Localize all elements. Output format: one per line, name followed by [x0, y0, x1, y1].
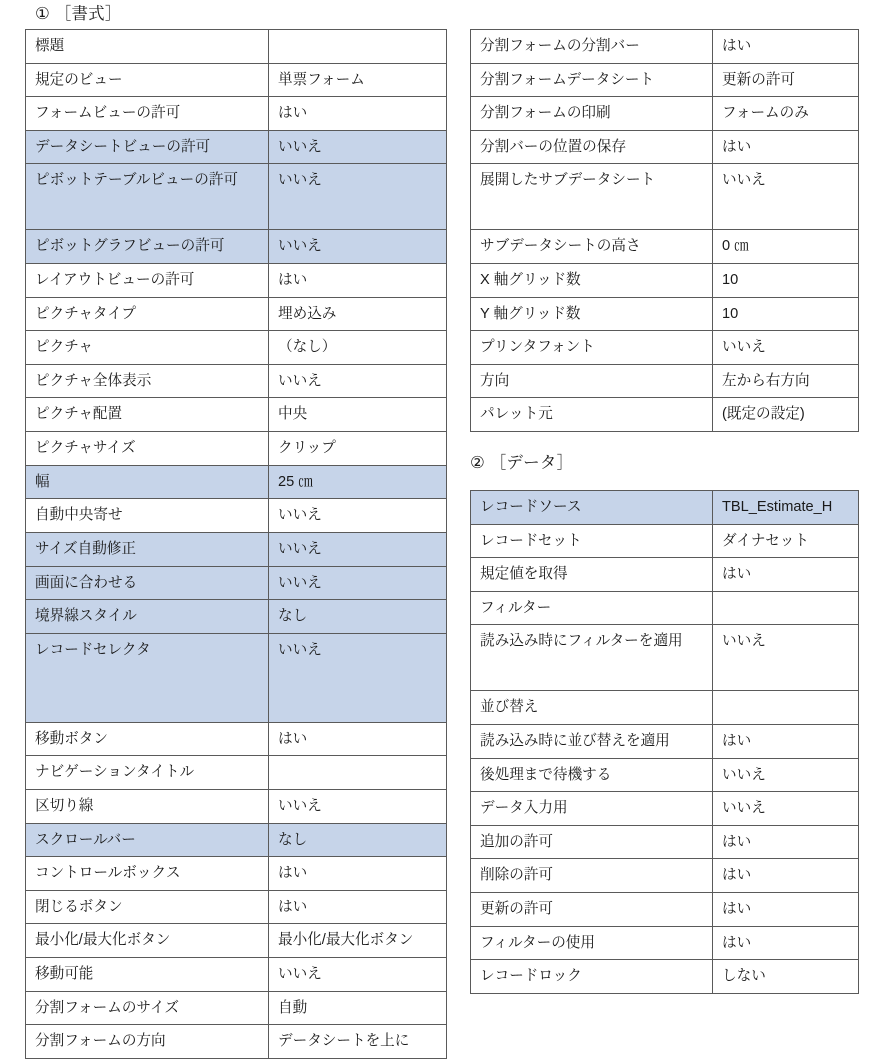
- property-value-cell: 更新の許可: [713, 63, 859, 97]
- property-value-cell: しない: [713, 960, 859, 994]
- property-value-cell: いいえ: [269, 164, 447, 230]
- property-name-cell: サブデータシートの高さ: [471, 230, 713, 264]
- table-row: [471, 926, 859, 960]
- property-value-cell: いいえ: [269, 230, 447, 264]
- property-name-cell: 追加の許可: [471, 825, 713, 859]
- property-name-cell: フィルターの使用: [471, 926, 713, 960]
- property-value-cell: いいえ: [269, 566, 447, 600]
- property-name-cell: 分割バーの位置の保存: [471, 130, 713, 164]
- table-row: [471, 725, 859, 759]
- table-row: [471, 591, 859, 625]
- table-row: [26, 297, 447, 331]
- property-value-cell: 埋め込み: [269, 297, 447, 331]
- property-name-cell: 分割フォームのサイズ: [26, 991, 269, 1025]
- property-value-cell: 0 ㎝: [713, 230, 859, 264]
- table-row: [471, 30, 859, 64]
- property-name-cell: データシートビューの許可: [26, 130, 269, 164]
- property-value-cell: はい: [713, 725, 859, 759]
- property-name-cell: ナビゲーションタイトル: [26, 756, 269, 790]
- property-value-cell: いいえ: [269, 633, 447, 722]
- property-value-cell: はい: [269, 264, 447, 298]
- property-value-cell: 10: [713, 264, 859, 298]
- table-row: [26, 398, 447, 432]
- property-name-cell: 閉じるボタン: [26, 890, 269, 924]
- property-value-cell: はい: [713, 30, 859, 64]
- property-name-cell: ピクチャ配置: [26, 398, 269, 432]
- property-name-cell: レイアウトビューの許可: [26, 264, 269, 298]
- property-value-cell: いいえ: [713, 331, 859, 365]
- table-row: [26, 756, 447, 790]
- property-value-cell: はい: [713, 130, 859, 164]
- property-value-cell: 中央: [269, 398, 447, 432]
- property-name-cell: 削除の許可: [471, 859, 713, 893]
- property-name-cell: 自動中央寄せ: [26, 499, 269, 533]
- property-value-cell: いいえ: [269, 130, 447, 164]
- table-row: [471, 130, 859, 164]
- property-name-cell: パレット元: [471, 398, 713, 432]
- property-name-cell: 境界線スタイル: [26, 600, 269, 634]
- property-name-cell: 分割フォームの方向: [26, 1025, 269, 1059]
- property-name-cell: レコードロック: [471, 960, 713, 994]
- property-value-cell: いいえ: [713, 625, 859, 691]
- property-value-cell: はい: [269, 722, 447, 756]
- table-row: [471, 97, 859, 131]
- property-name-cell: 並び替え: [471, 691, 713, 725]
- table-row: [26, 465, 447, 499]
- table-row: [26, 566, 447, 600]
- table-row: [26, 823, 447, 857]
- property-name-cell: ピクチャサイズ: [26, 432, 269, 466]
- table-row: [26, 63, 447, 97]
- table-row: [26, 633, 447, 722]
- property-name-cell: 分割フォームの分割バー: [471, 30, 713, 64]
- table-row: [26, 924, 447, 958]
- property-value-cell: いいえ: [269, 958, 447, 992]
- property-name-cell: 幅: [26, 465, 269, 499]
- property-name-cell: 移動可能: [26, 958, 269, 992]
- property-value-cell: はい: [713, 859, 859, 893]
- property-name-cell: フォームビューの許可: [26, 97, 269, 131]
- property-name-cell: データ入力用: [471, 792, 713, 826]
- table-row: [471, 524, 859, 558]
- table-row: [471, 491, 859, 525]
- data-table-body: [471, 491, 859, 994]
- format-left-body: [26, 30, 447, 1059]
- table-row: [26, 364, 447, 398]
- property-name-cell: プリンタフォント: [471, 331, 713, 365]
- property-name-cell: 後処理まで待機する: [471, 758, 713, 792]
- table-row: [26, 230, 447, 264]
- table-row: [471, 230, 859, 264]
- property-value-cell: いいえ: [713, 164, 859, 230]
- property-value-cell: はい: [269, 857, 447, 891]
- table-row: [471, 398, 859, 432]
- property-value-cell: 自動: [269, 991, 447, 1025]
- property-value-cell: いいえ: [713, 758, 859, 792]
- property-value-cell: [269, 30, 447, 64]
- property-name-cell: X 軸グリッド数: [471, 264, 713, 298]
- property-name-cell: 標題: [26, 30, 269, 64]
- property-name-cell: 区切り線: [26, 789, 269, 823]
- property-value-cell: はい: [269, 890, 447, 924]
- table-row: [471, 859, 859, 893]
- section-heading-data: ② ［データ］: [470, 454, 574, 472]
- table-row: [471, 691, 859, 725]
- data-properties-table: [470, 490, 859, 994]
- table-row: [471, 960, 859, 994]
- table-row: [26, 30, 447, 64]
- property-name-cell: 展開したサブデータシート: [471, 164, 713, 230]
- table-row: [26, 789, 447, 823]
- table-row: [26, 532, 447, 566]
- table-row: [471, 164, 859, 230]
- property-name-cell: 最小化/最大化ボタン: [26, 924, 269, 958]
- property-name-cell: フィルター: [471, 591, 713, 625]
- table-row: [471, 264, 859, 298]
- table-row: [26, 958, 447, 992]
- table-row: [471, 825, 859, 859]
- table-row: [471, 364, 859, 398]
- property-name-cell: Y 軸グリッド数: [471, 297, 713, 331]
- table-row: [471, 331, 859, 365]
- table-row: [26, 432, 447, 466]
- table-row: [26, 97, 447, 131]
- property-value-cell: 左から右方向: [713, 364, 859, 398]
- property-name-cell: レコードソース: [471, 491, 713, 525]
- property-value-cell: データシートを上に: [269, 1025, 447, 1059]
- property-value-cell: はい: [713, 825, 859, 859]
- format-right-body: [471, 30, 859, 432]
- property-value-cell: ダイナセット: [713, 524, 859, 558]
- property-value-cell: いいえ: [269, 532, 447, 566]
- property-value-cell: フォームのみ: [713, 97, 859, 131]
- property-name-cell: ピクチャ: [26, 331, 269, 365]
- property-value-cell: はい: [713, 926, 859, 960]
- property-name-cell: ピクチャタイプ: [26, 297, 269, 331]
- format-properties-table-right: [470, 29, 859, 432]
- property-name-cell: ピクチャ全体表示: [26, 364, 269, 398]
- property-value-cell: クリップ: [269, 432, 447, 466]
- property-value-cell: [713, 591, 859, 625]
- table-row: [471, 758, 859, 792]
- table-row: [471, 625, 859, 691]
- property-name-cell: ピボットグラフビューの許可: [26, 230, 269, 264]
- property-name-cell: 規定のビュー: [26, 63, 269, 97]
- property-value-cell: いいえ: [269, 499, 447, 533]
- property-name-cell: 更新の許可: [471, 893, 713, 927]
- property-value-cell: はい: [269, 97, 447, 131]
- property-name-cell: 分割フォームデータシート: [471, 63, 713, 97]
- property-name-cell: レコードセット: [471, 524, 713, 558]
- table-row: [26, 857, 447, 891]
- property-value-cell: 単票フォーム: [269, 63, 447, 97]
- property-name-cell: 読み込み時にフィルターを適用: [471, 625, 713, 691]
- table-row: [471, 558, 859, 592]
- property-name-cell: 画面に合わせる: [26, 566, 269, 600]
- table-row: [26, 991, 447, 1025]
- table-row: [26, 600, 447, 634]
- table-row: [26, 130, 447, 164]
- property-value-cell: [713, 691, 859, 725]
- section-heading-format: ① ［書式］: [35, 5, 122, 23]
- table-row: [471, 893, 859, 927]
- property-name-cell: 方向: [471, 364, 713, 398]
- table-row: [471, 63, 859, 97]
- property-value-cell: TBL_Estimate_H: [713, 491, 859, 525]
- table-row: [26, 264, 447, 298]
- property-name-cell: レコードセレクタ: [26, 633, 269, 722]
- table-row: [26, 499, 447, 533]
- property-value-cell: いいえ: [269, 789, 447, 823]
- table-row: [471, 297, 859, 331]
- table-row: [26, 722, 447, 756]
- property-name-cell: 移動ボタン: [26, 722, 269, 756]
- table-row: [471, 792, 859, 826]
- property-value-cell: なし: [269, 600, 447, 634]
- property-name-cell: ピボットテーブルビューの許可: [26, 164, 269, 230]
- property-name-cell: サイズ自動修正: [26, 532, 269, 566]
- table-row: [26, 1025, 447, 1059]
- property-value-cell: なし: [269, 823, 447, 857]
- table-row: [26, 890, 447, 924]
- property-value-cell: (既定の設定): [713, 398, 859, 432]
- property-name-cell: コントロールボックス: [26, 857, 269, 891]
- property-value-cell: いいえ: [713, 792, 859, 826]
- property-name-cell: 分割フォームの印刷: [471, 97, 713, 131]
- property-name-cell: 読み込み時に並び替えを適用: [471, 725, 713, 759]
- property-value-cell: （なし）: [269, 331, 447, 365]
- property-name-cell: 規定値を取得: [471, 558, 713, 592]
- property-value-cell: はい: [713, 893, 859, 927]
- table-row: [26, 331, 447, 365]
- property-name-cell: スクロールバー: [26, 823, 269, 857]
- property-value-cell: 25 ㎝: [269, 465, 447, 499]
- format-properties-table-left: [25, 29, 447, 1059]
- property-value-cell: はい: [713, 558, 859, 592]
- property-value-cell: 最小化/最大化ボタン: [269, 924, 447, 958]
- property-value-cell: いいえ: [269, 364, 447, 398]
- property-value-cell: [269, 756, 447, 790]
- table-row: [26, 164, 447, 230]
- property-value-cell: 10: [713, 297, 859, 331]
